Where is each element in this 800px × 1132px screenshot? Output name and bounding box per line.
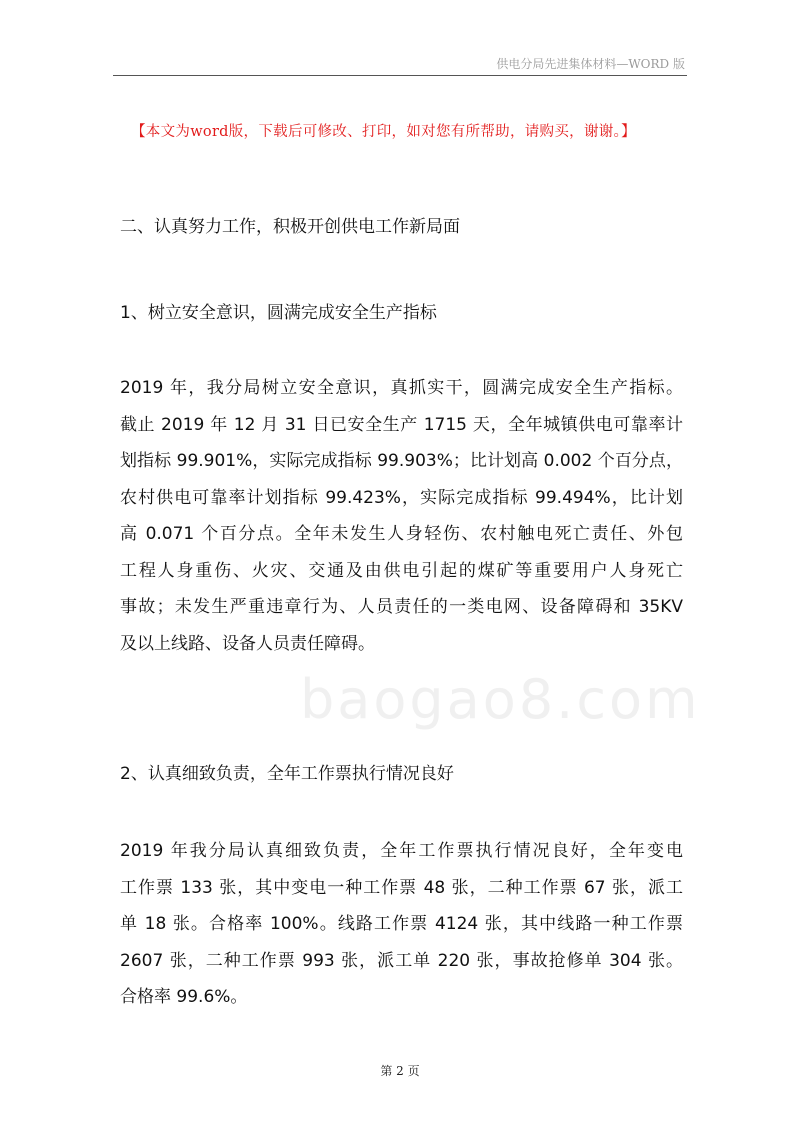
paragraph-line: 单 18 张。合格率 100%。线路工作票 4124 张，其中线路一种工作票	[120, 914, 683, 934]
purchase-notice: 【本文为word版，下载后可修改、打印，如对您有所帮助，请购买，谢谢。】	[131, 124, 636, 140]
paragraph-line: 事故；未发生严重违章行为、人员责任的一类电网、设备障碍和 35KV	[120, 597, 683, 617]
paragraph-line: 划指标 99.901%，实际完成指标 99.903%；比计划高 0.002 个百分点，	[120, 451, 683, 471]
paragraph-line: 2019 年，我分局树立安全意识，真抓实干，圆满完成安全生产指标。	[120, 378, 683, 398]
paragraph-line: 截止 2019 年 12 月 31 日已安全生产 1715 天，全年城镇供电可靠率计	[120, 414, 683, 435]
paragraph-line: 工作票 133 张，其中变电一种工作票 48 张，二种工作票 67 张，派工	[120, 877, 683, 898]
item-1-heading: 1、树立安全意识，圆满完成安全生产指标	[120, 303, 437, 323]
item-2-heading: 2、认真细致负责，全年工作票执行情况良好	[120, 764, 454, 784]
paragraph-line: 农村供电可靠率计划指标 99.423%，实际完成指标 99.494%，比计划	[120, 487, 683, 508]
paragraph-line: 及以上线路、设备人员责任障碍。	[120, 633, 375, 654]
paragraph-line: 工程人身重伤、火灾、交通及由供电引起的煤矿等重要用户人身死亡	[120, 560, 683, 581]
page-number: 第 2 页	[380, 1064, 420, 1078]
item-2-paragraph	[120, 833, 683, 1016]
paragraph-line: 高 0.071 个百分点。全年未发生人身轻伤、农村触电死亡责任、外包	[120, 524, 683, 544]
section-title: 二、认真努力工作，积极开创供电工作新局面	[120, 217, 460, 237]
paragraph-line: 合格率 99.6%。	[120, 987, 248, 1007]
header-divider	[113, 75, 687, 76]
paragraph-line: 2607 张，二种工作票 993 张，派工单 220 张，事故抢修单 304 张。	[120, 950, 683, 971]
paragraph-line: 2019 年我分局认真细致负责，全年工作票执行情况良好，全年变电	[120, 841, 683, 861]
item-1-paragraph	[120, 370, 683, 662]
watermark: baogao8.com	[300, 668, 701, 731]
running-header: 供电分局先进集体材料—WORD 版	[496, 57, 685, 71]
